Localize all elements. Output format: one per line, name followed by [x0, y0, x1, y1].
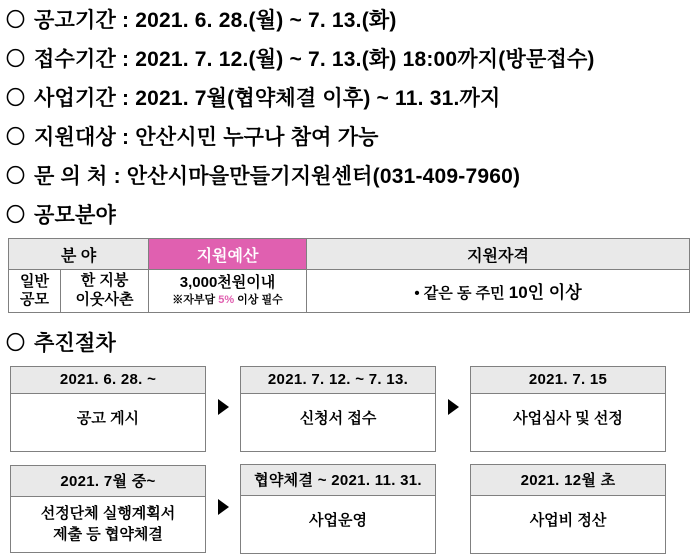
process-step-4-period: 2021. 7월 중~ [11, 466, 205, 497]
header-qualification: 지원자격 [307, 239, 690, 270]
process-step-1-title: 공고 게시 [76, 409, 140, 427]
cell-category [9, 270, 61, 313]
bullet-circle-icon: 〇 [6, 205, 26, 226]
budget-note: ※자부담 5% 이상 필수 [172, 294, 283, 307]
category-line-1: 일반 [20, 272, 49, 290]
application-method-note: (방문접수) [498, 48, 595, 71]
contest-field-heading: 공모분야 [34, 204, 116, 227]
info-list [6, 4, 691, 229]
arrow-right-icon [206, 499, 240, 518]
budget-amount: 3,000천원이내 [179, 274, 276, 292]
arrow-right-icon [436, 399, 470, 418]
process-step-3-period: 2021. 7. 15 [471, 367, 665, 394]
process-step-4-title-line-2: 제출 등 협약체결 [53, 525, 163, 543]
info-item-contact [6, 160, 691, 190]
bullet-circle-icon: 〇 [6, 10, 26, 31]
cell-qualification: • 같은 동 주민 10인 이상 [307, 270, 690, 313]
bullet-circle-icon: 〇 [6, 166, 26, 187]
category-line-2: 공모 [20, 290, 49, 308]
project-period-text: 사업기간 : 2021. 7월(협약체결 이후) ~ 11. 31.까지 [34, 87, 501, 110]
process-step-2-title: 신청서 접수 [299, 409, 377, 427]
process-step-3 [470, 366, 666, 452]
bullet-circle-icon: 〇 [6, 88, 26, 109]
process-step-3-title: 사업심사 및 선정 [513, 409, 623, 427]
info-item-project-period [6, 82, 691, 112]
process-step-5-period: 협약체결 ~ 2021. 11. 31. [241, 465, 435, 496]
header-budget: 지원예산 [149, 239, 307, 270]
process-step-4 [10, 465, 206, 553]
contest-field-table [8, 238, 690, 313]
contact-text: 문 의 처 : 안산시마을만들기지원센터(031-409-7960) [34, 165, 521, 188]
process-heading-row [6, 327, 691, 357]
bullet-circle-icon: 〇 [6, 332, 26, 354]
process-heading: 추진절차 [34, 331, 116, 355]
process-flowchart [10, 366, 691, 554]
process-step-6-title: 사업비 정산 [529, 511, 607, 529]
process-step-2 [240, 366, 436, 452]
field-line-2: 이웃사촌 [75, 290, 134, 308]
process-step-5-title: 사업운영 [309, 511, 367, 529]
header-field: 분 야 [9, 239, 149, 270]
info-item-notice-period [6, 4, 691, 34]
arrow-right-icon [206, 399, 240, 418]
info-item-application-period [6, 43, 691, 73]
table-header-row [9, 239, 690, 270]
process-row-2 [10, 464, 691, 554]
info-item-eligibility [6, 121, 691, 151]
table-row [9, 270, 690, 313]
notice-period-text: 공고기간 : 2021. 6. 28.(월) ~ 7. 13.(화) [34, 9, 397, 32]
cell-budget [149, 270, 307, 313]
process-step-5 [240, 464, 436, 554]
field-line-1: 한 지붕 [80, 272, 129, 289]
process-step-2-period: 2021. 7. 12. ~ 7. 13. [241, 367, 435, 394]
process-step-1 [10, 366, 206, 452]
process-step-4-title [11, 497, 205, 552]
process-step-6 [470, 464, 666, 554]
application-period-text: 접수기간 : 2021. 7. 12.(월) ~ 7. 13.(화) 18:00까지 [34, 48, 499, 71]
eligibility-text: 지원대상 : 안산시민 누구나 참여 가능 [34, 126, 379, 149]
process-row-1 [10, 366, 691, 452]
cell-field [61, 270, 149, 313]
bullet-circle-icon: 〇 [6, 127, 26, 148]
info-item-contest-field [6, 199, 691, 229]
process-step-6-period: 2021. 12월 초 [471, 465, 665, 496]
process-step-4-title-line-1: 선정단체 실행계획서 [40, 504, 176, 522]
process-step-1-period: 2021. 6. 28. ~ [11, 367, 205, 394]
bullet-circle-icon: 〇 [6, 49, 26, 70]
